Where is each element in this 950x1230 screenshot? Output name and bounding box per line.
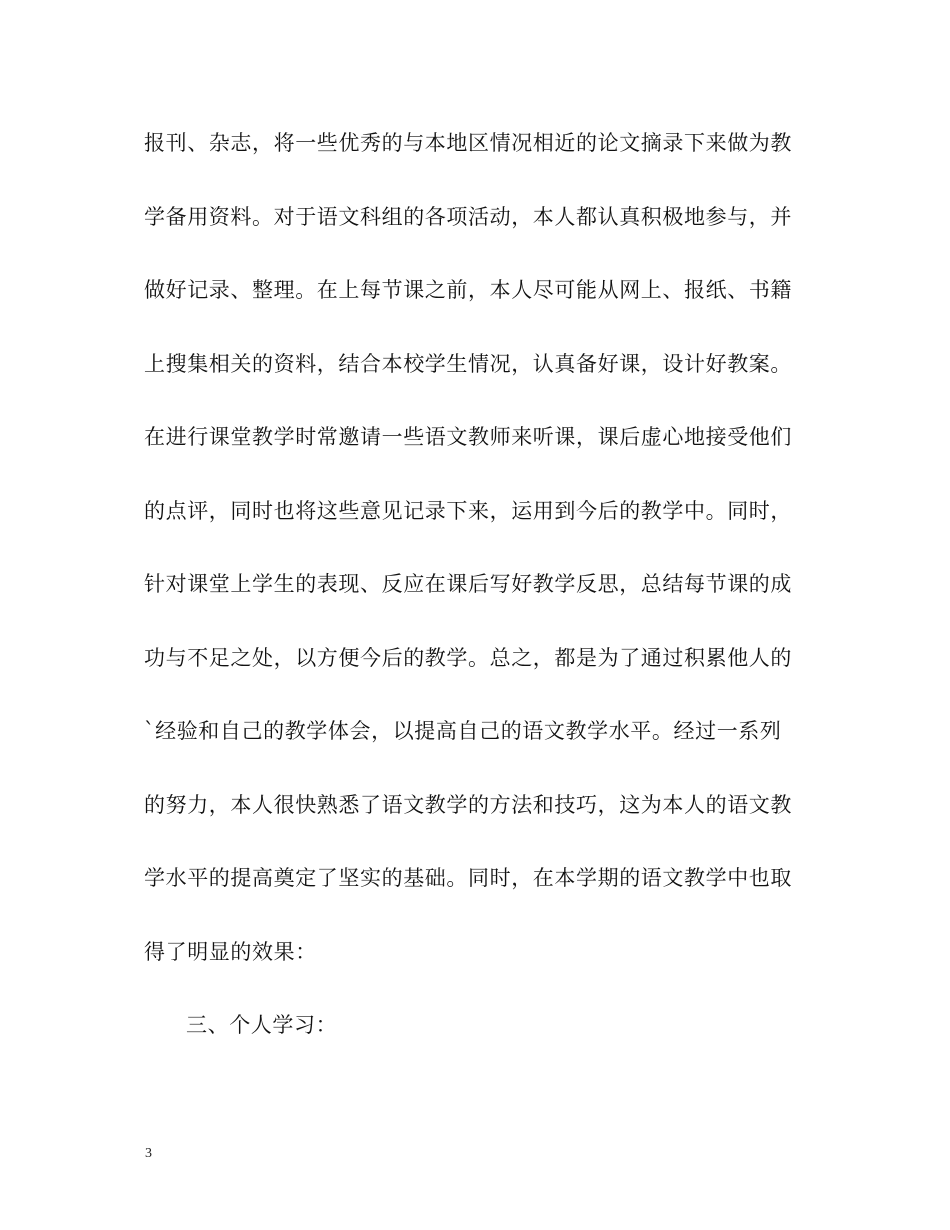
text-line: 做好记录、整理。在上每节课之前，本人尽可能从网上、报纸、书籍 <box>144 278 792 302</box>
text-line: 上搜集相关的资料，结合本校学生情况，认真备好课，设计好教案。 <box>144 351 792 376</box>
text-line: 报刊、杂志，将一些优秀的与本地区情况相近的论文摘录下来做为教 <box>144 131 792 155</box>
text-line: 功与不足之处，以方便今后的教学。总之，都是为了通过积累他人的 <box>144 645 792 670</box>
section-heading: 三、个人学习： <box>186 1013 338 1037</box>
text-line: 针对课堂上学生的表现、反应在课后写好教学反思，总结每节课的成 <box>144 572 792 596</box>
text-line: 的努力，本人很快熟悉了语文教学的方法和技巧，这为本人的语文教 <box>144 792 792 817</box>
text-line: 的点评，同时也将这些意见记录下来，运用到今后的教学中。同时， <box>144 498 792 523</box>
body-text <box>144 121 814 1077</box>
text-line: 学备用资料。对于语文科组的各项活动，本人都认真积极地参与，并 <box>144 204 792 229</box>
text-line: 得了明显的效果： <box>144 939 317 964</box>
page-number: 3 <box>145 1146 152 1161</box>
text-line: 学水平的提高奠定了坚实的基础。同时，在本学期的语文教学中也取 <box>144 866 792 890</box>
text-line: `经验和自己的教学体会，以提高自己的语文教学水平。经过一系列 <box>144 719 782 743</box>
text-line: 在进行课堂教学时常邀请一些语文教师来听课，课后虚心地接受他们 <box>144 425 792 449</box>
